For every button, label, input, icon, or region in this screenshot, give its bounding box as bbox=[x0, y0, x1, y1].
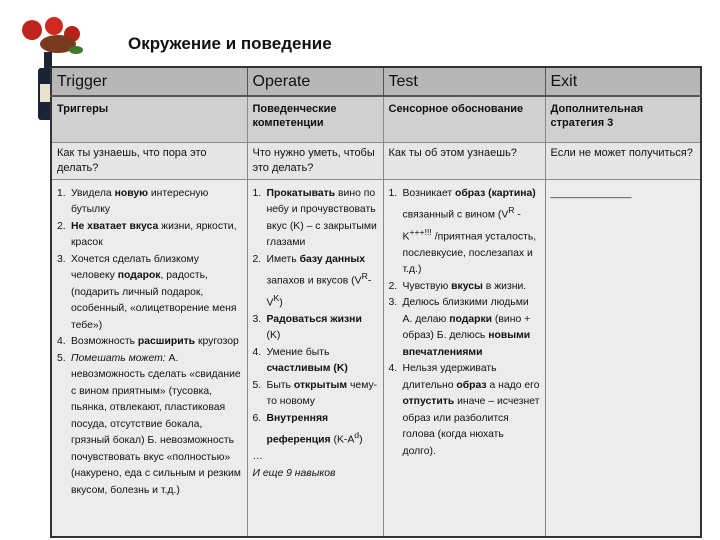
question-trigger: Как ты узнаешь, что пора это делать? bbox=[51, 142, 247, 179]
caption-operate: Поведенческие компетенции bbox=[247, 96, 383, 142]
operate-cell bbox=[247, 179, 383, 537]
header-operate: Operate bbox=[247, 67, 383, 96]
header-row bbox=[51, 67, 701, 96]
list-item: 1. Увидела новую интересную бутылку bbox=[57, 187, 209, 215]
question-test: Как ты об этом узнаешь? bbox=[383, 142, 545, 179]
operate-ellipsis: … bbox=[252, 451, 263, 463]
exit-cell bbox=[545, 179, 701, 537]
question-exit: Если не может получиться? bbox=[545, 142, 701, 179]
list-item: 5. Быть открытым чему-то новому bbox=[252, 379, 378, 408]
list-item: 4. Умение быть счастливым (K) bbox=[252, 346, 348, 375]
caption-row bbox=[51, 96, 701, 142]
list-item: 4. Возможность расширить кругозор bbox=[57, 336, 239, 347]
operate-more: И еще 9 навыков bbox=[252, 467, 336, 479]
exit-blank-line: ______________ bbox=[550, 187, 632, 199]
list-item: 3. Радоваться жизни (K) bbox=[252, 313, 362, 342]
caption-trigger: Триггеры bbox=[51, 96, 247, 142]
list-item: 6. Внутренняя референция $(K-A^d)$ bbox=[252, 412, 363, 446]
tomato-icon bbox=[45, 17, 63, 35]
list-item: 2. Чувствую вкусы в жизни. bbox=[388, 280, 527, 292]
list-item: 1. Прокатывать вино по небу и прочувствовать вкус (K) – с закрытыми глазами bbox=[252, 187, 377, 248]
list-item: 3. Делюсь близкими людьми А. делаю подарки (вино + образ) Б. делюсь новыми впечатлениями bbox=[388, 297, 531, 358]
list-item: 5. Помешать может: А. невозможность сделать «свидание с вином приятным» (тусовка, пьянка, отвлекают, пластиковая посуда, отсутствие бокала, грязный бокал) Б. невозможность почувствовать вкус «полностью» (накурено, еда с сильным и резким вкусом, болезнь и т.д.) bbox=[57, 352, 241, 496]
header-trigger: Trigger bbox=[51, 67, 247, 96]
question-operate: Что нужно уметь, чтобы это делать? bbox=[247, 142, 383, 179]
list-item: 4. Нельзя удерживать длительно образ а надо его отпустить иначе – исчезнет образ или разболится голова (когда нюхать долго). bbox=[388, 363, 540, 457]
header-exit: Exit bbox=[545, 67, 701, 96]
list-item: 3. Хочется сделать близкому человеку подарок, радость, (подарить личный подарок, особенный, «олицетворение меня тебе») bbox=[57, 253, 237, 331]
caption-test: Сенсорное обоснование bbox=[383, 96, 545, 142]
tote-table bbox=[50, 66, 702, 538]
caption-exit: Дополнительная стратегия 3 bbox=[545, 96, 701, 142]
tomato-icon bbox=[22, 20, 42, 40]
question-row bbox=[51, 142, 701, 179]
list-item: 2. Иметь базу данных запахов и вкусов $(V^R-V^K)$ bbox=[252, 253, 372, 309]
list-item: 1. Возникает образ (картина) связанный с вином ($V^R - K^{+++!!!}$ /приятная усталость, послевкусие, послезапах и т.д.) bbox=[388, 187, 537, 276]
test-cell bbox=[383, 179, 545, 537]
trigger-cell bbox=[51, 179, 247, 537]
list-item: 2. Не хватает вкуса жизни, яркости, красок bbox=[57, 220, 237, 248]
herb-icon bbox=[69, 46, 83, 54]
header-test: Test bbox=[383, 67, 545, 96]
page-title: Окружение и поведение bbox=[128, 34, 332, 53]
content-row bbox=[51, 179, 701, 537]
